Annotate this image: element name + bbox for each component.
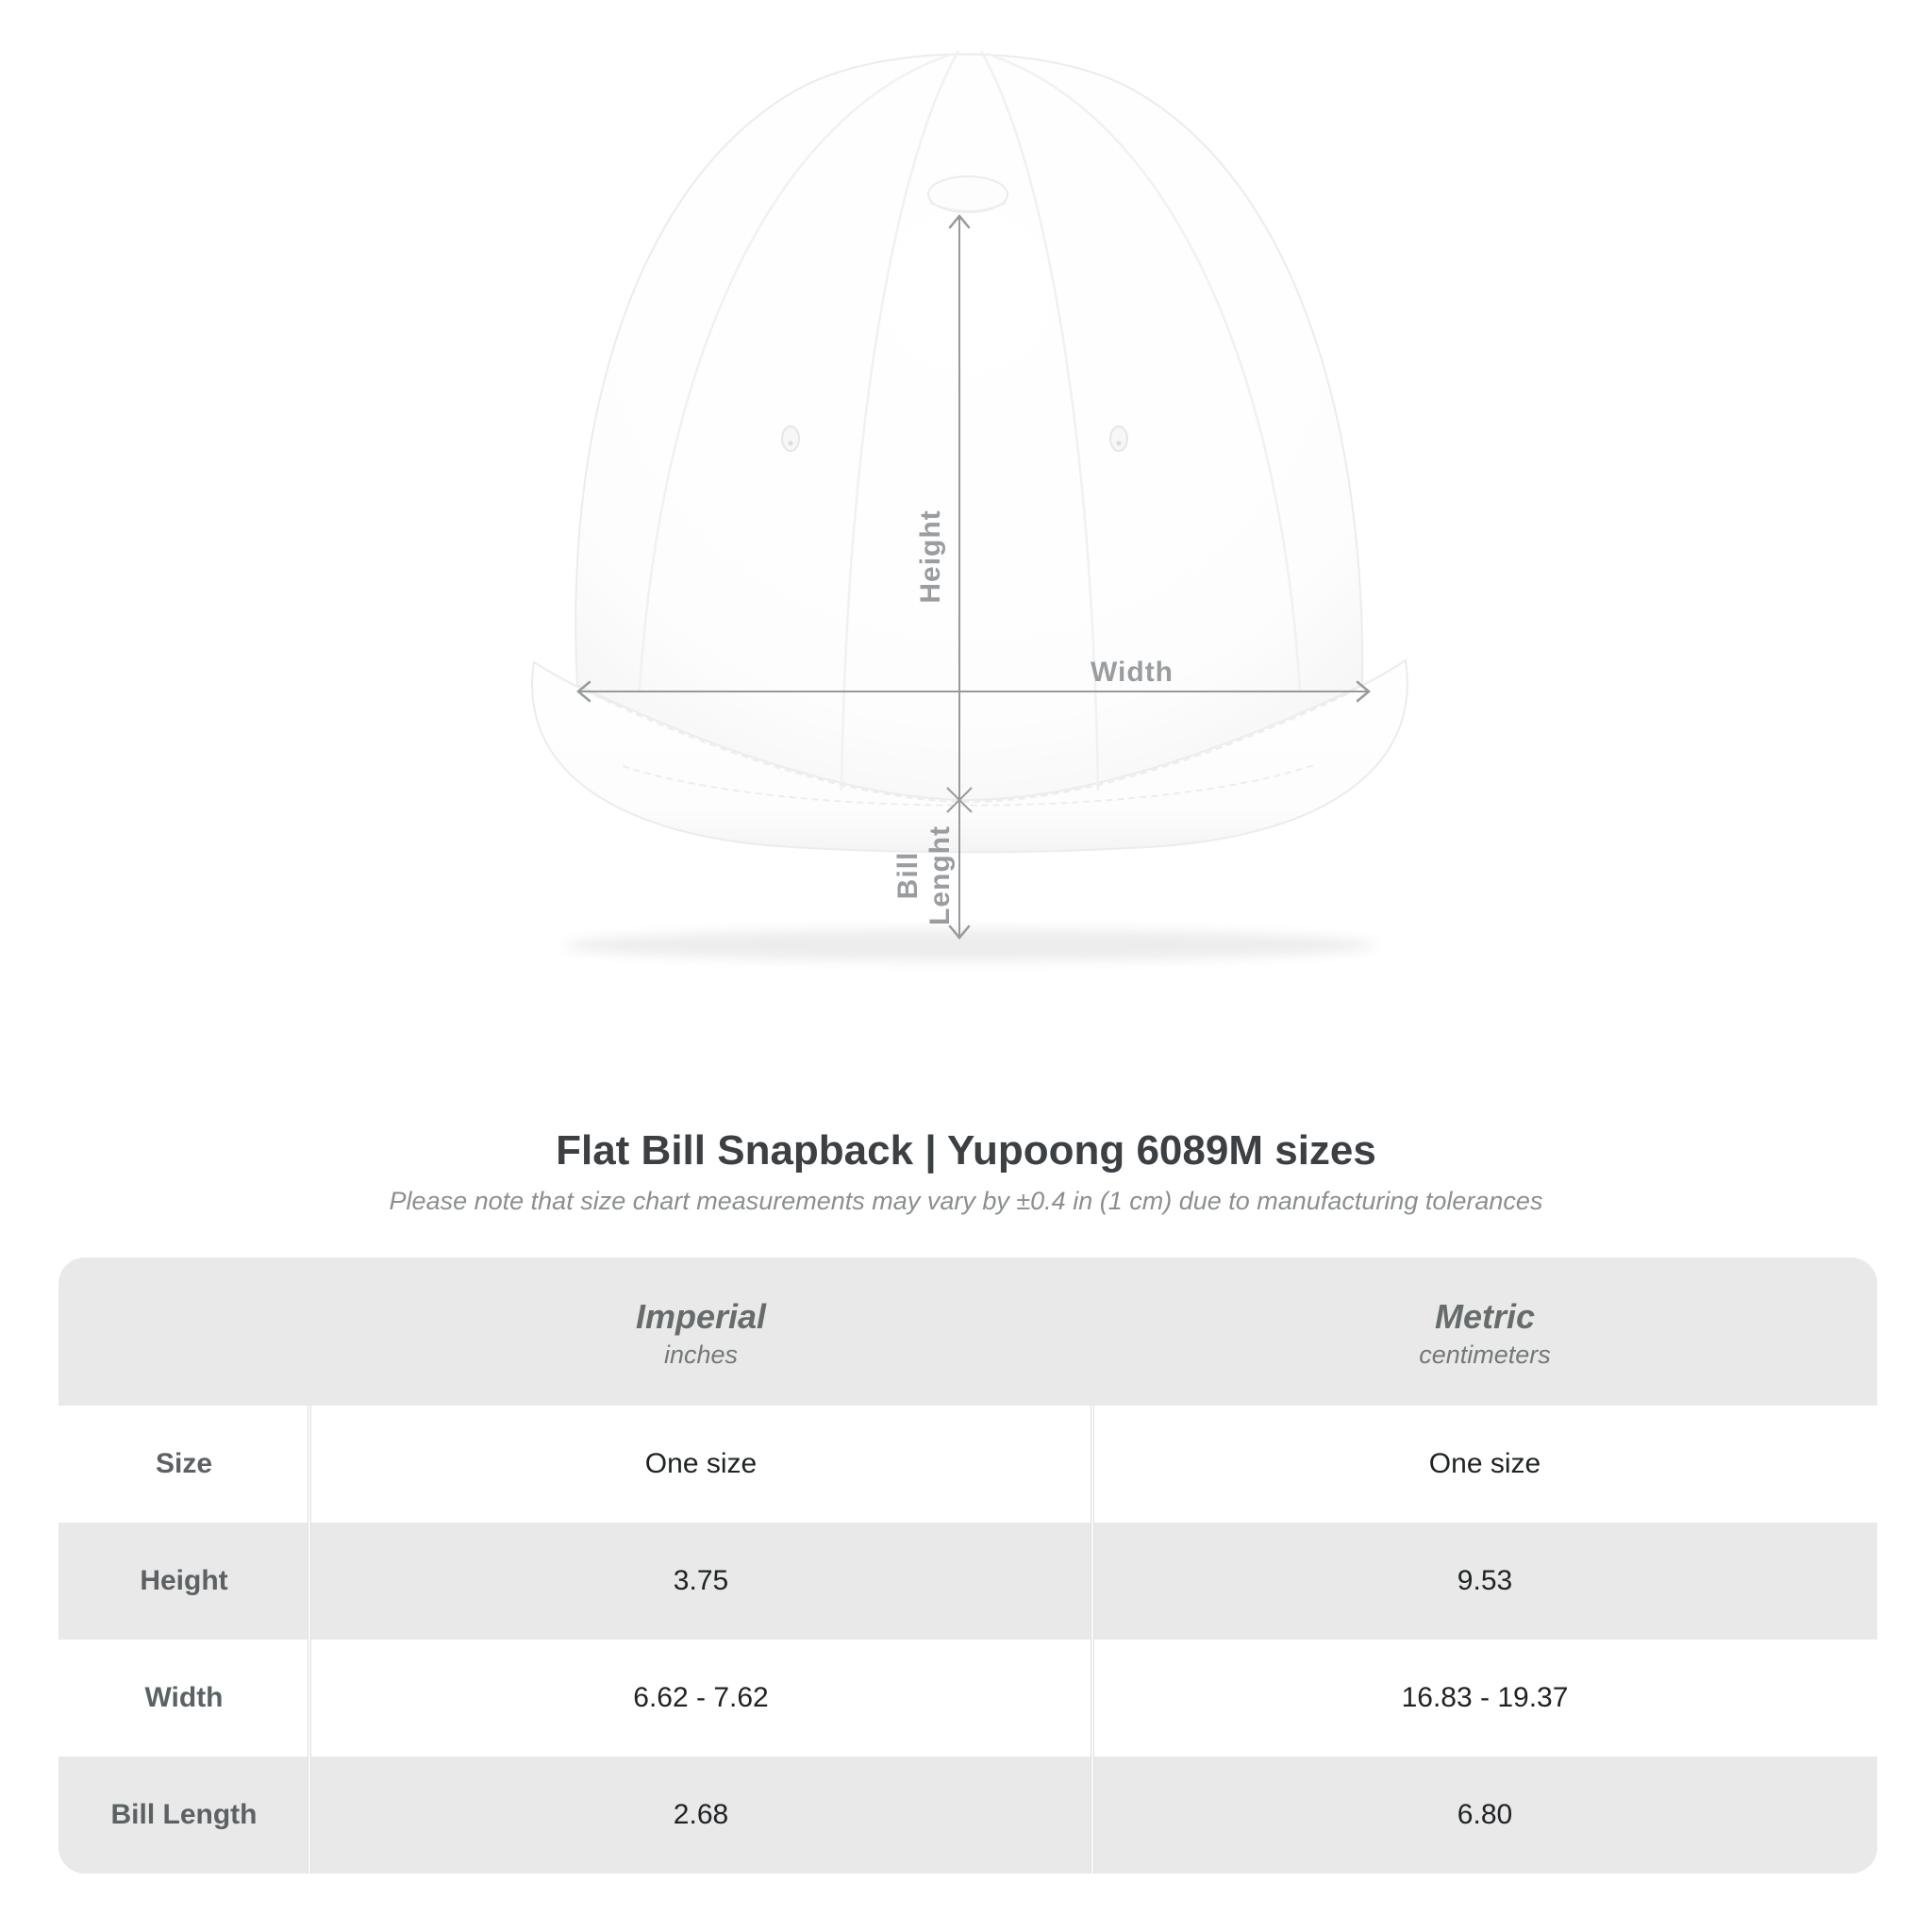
table-row-bill-length [58, 1757, 1877, 1874]
svg-text:Bill: Bill [892, 851, 924, 900]
hat-button [928, 176, 1008, 212]
row-label: Width [144, 1682, 224, 1713]
row-label: Bill Length [110, 1799, 258, 1830]
table-row-height [58, 1523, 1877, 1640]
metric-value: 16.83 - 19.37 [1401, 1682, 1569, 1713]
height-label: Height [915, 509, 946, 604]
header-metric [1092, 1257, 1877, 1406]
column-divider [308, 1406, 311, 1874]
metric-value: 6.80 [1457, 1799, 1513, 1830]
imperial-value: One size [644, 1448, 758, 1479]
metric-value: One size [1428, 1448, 1541, 1479]
imperial-value: 3.75 [673, 1565, 729, 1596]
row-label: Size [155, 1448, 213, 1479]
eyelet-right [1110, 426, 1127, 451]
page-title: Flat Bill Snapback | Yupoong 6089M sizes [556, 1127, 1376, 1174]
table-row-size [58, 1406, 1877, 1523]
imperial-value: 6.62 - 7.62 [633, 1682, 769, 1713]
imperial-unit: inches [663, 1341, 739, 1369]
page-subtitle: Please note that size chart measurements may vary by ±0.4 in (1 cm) due to manufacturing tolerances [389, 1187, 1543, 1216]
hat-shadow [564, 929, 1375, 961]
metric-label: Metric [1434, 1297, 1536, 1336]
hat-crown [575, 55, 1362, 801]
table-header-row [58, 1257, 1877, 1406]
title-block [0, 1128, 1932, 1216]
width-label: Width [1090, 657, 1174, 688]
header-imperial [309, 1257, 1092, 1406]
header-corner-cell [58, 1257, 309, 1406]
metric-value: 9.53 [1457, 1565, 1513, 1596]
eyelet-left [782, 426, 799, 451]
column-divider [1091, 1406, 1094, 1874]
table-row-width [58, 1640, 1877, 1757]
row-label: Height [140, 1565, 228, 1596]
imperial-value: 2.68 [673, 1799, 729, 1830]
svg-text:Lenght: Lenght [924, 825, 956, 925]
imperial-label: Imperial [635, 1297, 767, 1336]
table-body [58, 1406, 1877, 1874]
size-chart-table [58, 1257, 1877, 1874]
metric-unit: centimeters [1419, 1341, 1551, 1369]
